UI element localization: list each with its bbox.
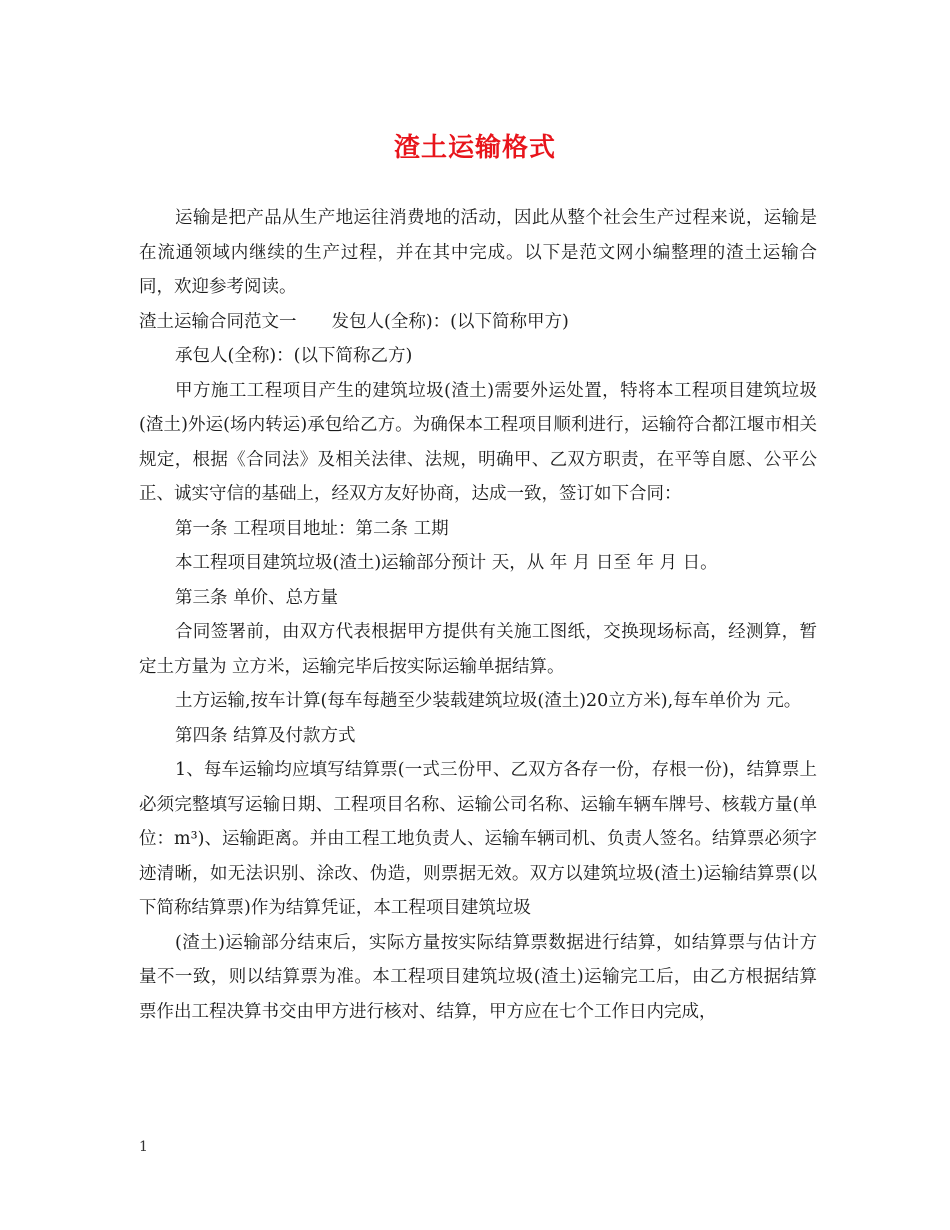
paragraph-settlement-2: (渣土)运输部分结束后，实际方量按实际结算票数据进行结算，如结算票与估计方量不一致，则以结算票为准。本工程项目建筑垃圾(渣土)运输完工后，由乙方根据结算票作出工程决算书交由甲方进行核对、结算，甲方应在七个工作日内完成， [139, 932, 817, 1022]
paragraph-article-1-2: 第一条 工程项目地址：第二条 工期 [175, 518, 449, 539]
page-number: 1 [139, 1139, 148, 1155]
document-body [139, 201, 817, 1029]
paragraph-intro: 运输是把产品从生产地运往消费地的活动，因此从整个社会生产过程来说，运输是在流通领域内继续的生产过程，并在其中完成。以下是范文网小编整理的渣土运输合同，欢迎参考阅读。 [139, 208, 817, 297]
document-title: 渣土运输格式 [393, 133, 556, 163]
paragraph-settlement-1: 1、每车运输均应填写结算票(一式三份甲、乙双方各存一份，存根一份)，结算票上必须完整填写运输日期、工程项目名称、运输公司名称、运输车辆车牌号、核载方量(单位：m³)、运输距离。并由工程工地负责人、运输车辆司机、负责人签名。结算票必须字迹清晰，如无法识别、涂改、伪造，则票据无效。双方以建筑垃圾(渣土)运输结算票(以下简称结算票)作为结算凭证，本工程项目建筑垃圾 [139, 760, 817, 918]
paragraph-duration: 本工程项目建筑垃圾(渣土)运输部分预计 天，从 年 月 日至 年 月 日。 [175, 553, 718, 573]
paragraph-quantity: 合同签署前，由双方代表根据甲方提供有关施工图纸，交换现场标高，经测算，暂定土方量为 立方米，运输完毕后按实际运输单据结算。 [139, 622, 817, 677]
paragraph-unit-price: 土方运输,按车计算(每车每趟至少装载建筑垃圾(渣土)20立方米),每车单价为 元。 [175, 691, 802, 711]
paragraph-preamble: 甲方施工工程项目产生的建筑垃圾(渣土)需要外运处置，特将本工程项目建筑垃圾(渣土)外运(场内转运)承包给乙方。为确保本工程项目顺利进行，运输符合都江堰市相关规定，根据《合同法》及相关法律、法规，明确甲、乙双方职责，在平等自愿、公平公正、诚实守信的基础上，经双方友好协商，达成一致，签订如下合同： [139, 380, 817, 504]
paragraph-article-3: 第三条 单价、总方量 [175, 587, 339, 608]
paragraph-article-4: 第四条 结算及付款方式 [175, 725, 356, 746]
paragraph-contract-header: 渣土运输合同范文一 发包人(全称)：(以下简称甲方) [139, 311, 569, 332]
paragraph-contractor: 承包人(全称)：(以下简称乙方) [175, 346, 413, 366]
